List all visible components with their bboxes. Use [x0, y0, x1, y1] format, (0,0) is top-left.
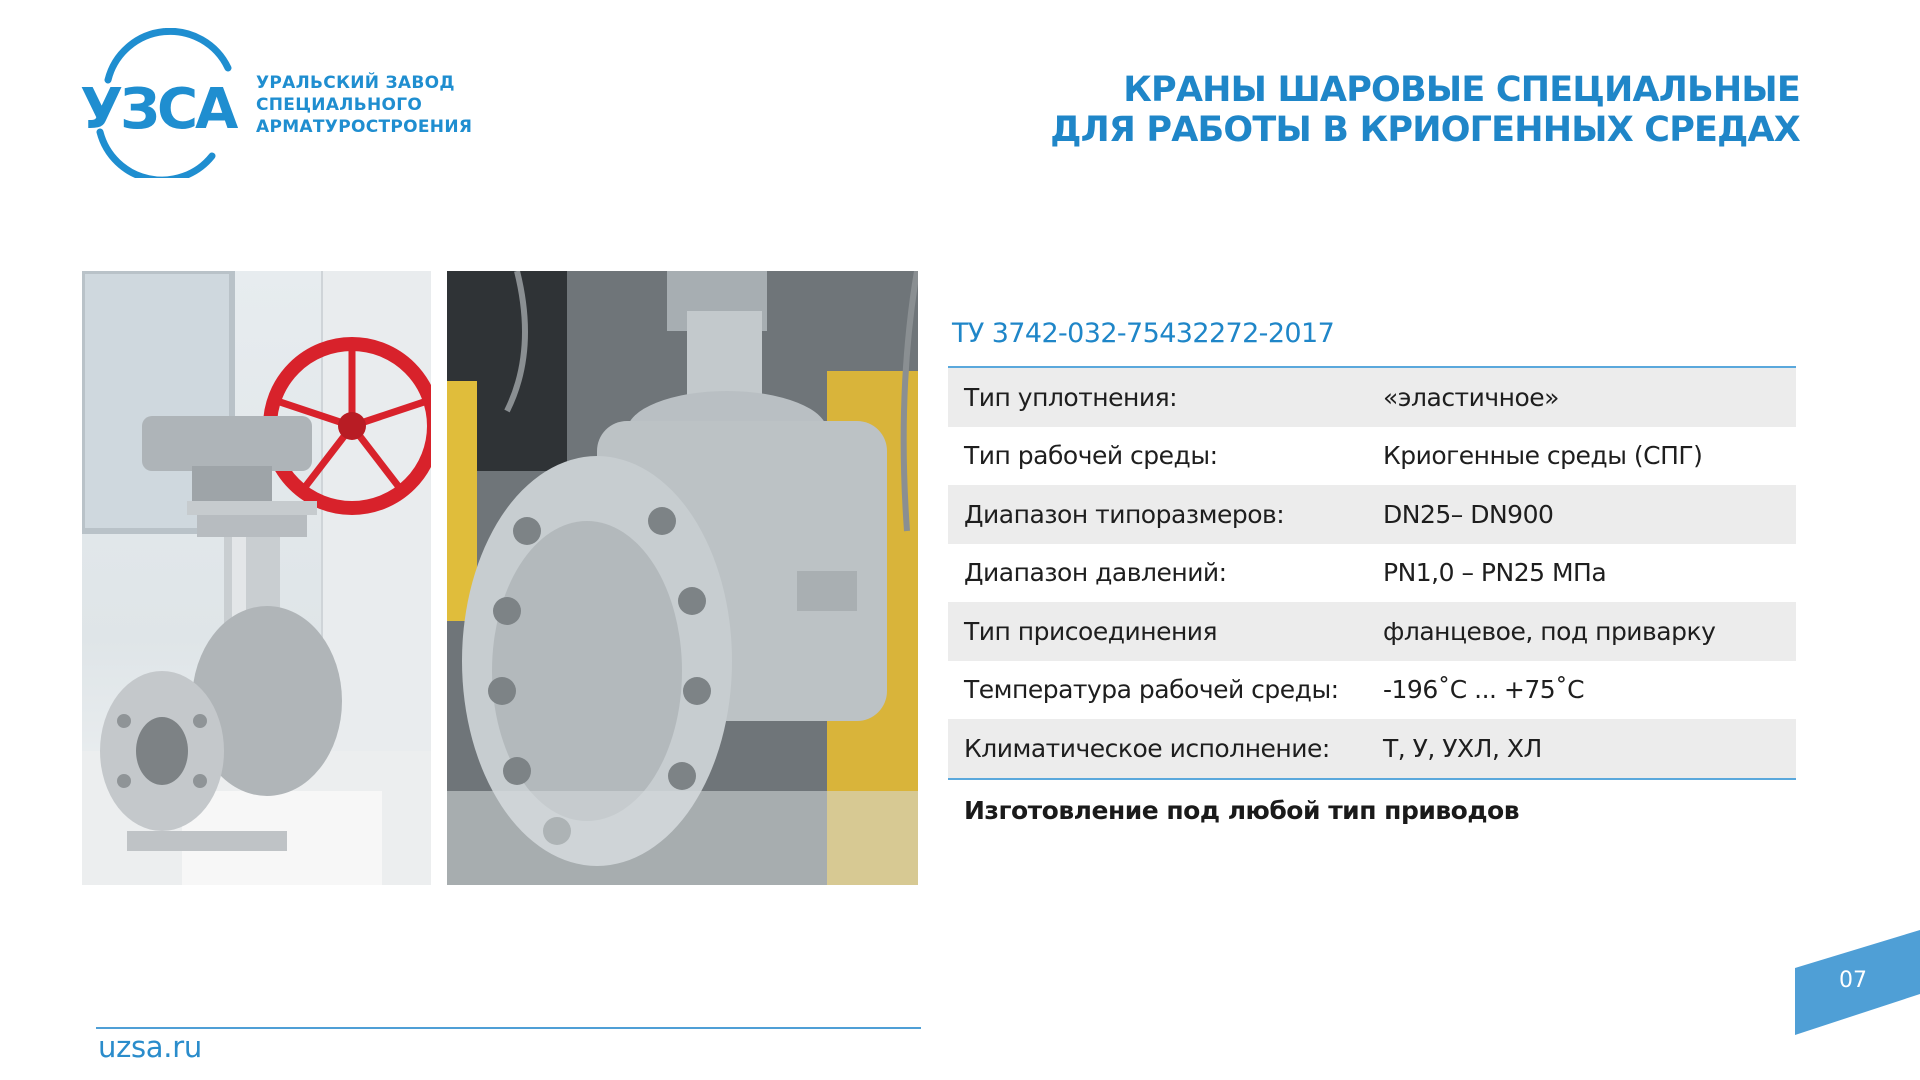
table-row: [948, 427, 1796, 486]
spec-label: Диапазон типоразмеров:: [964, 499, 1285, 529]
specification-table: [948, 312, 1796, 825]
logo-line-1: УРАЛЬСКИЙ ЗАВОД: [256, 73, 455, 93]
svg-text:УЗСА: УЗСА: [80, 77, 236, 142]
table-row: [948, 544, 1796, 603]
page-title-line-2: ДЛЯ РАБОТЫ В КРИОГЕННЫХ СРЕДАХ: [1050, 110, 1800, 150]
valve-handwheel-photo: [82, 271, 431, 885]
table-row: [948, 368, 1796, 427]
footer-divider: [96, 1027, 921, 1029]
logo-line-2: СПЕЦИАЛЬНОГО: [256, 95, 423, 115]
frosted-cryogenic-valve-photo: [447, 271, 918, 885]
spec-value: DN25– DN900: [1383, 499, 1554, 529]
table-row: [948, 485, 1796, 544]
spec-label: Климатическое исполнение:: [964, 733, 1330, 763]
logo-text: [256, 72, 516, 138]
spec-value: «эластичное»: [1383, 382, 1559, 412]
spec-label: Тип рабочей среды:: [964, 441, 1218, 471]
table-bottom-divider: [948, 778, 1796, 780]
logo-mark-icon: [80, 28, 240, 178]
spec-value: PN1,0 – PN25 МПа: [1383, 558, 1607, 588]
website-link[interactable]: uzsa.ru: [98, 1030, 202, 1064]
table-row: [948, 719, 1796, 778]
spec-value: Т, У, УХЛ, ХЛ: [1383, 733, 1542, 763]
spec-value: -196˚С ... +75˚С: [1383, 675, 1585, 705]
spec-label: Диапазон давлений:: [964, 558, 1227, 588]
spec-value: Криогенные среды (СПГ): [1383, 441, 1703, 471]
spec-label: Тип уплотнения:: [964, 382, 1178, 412]
company-logo: [80, 28, 500, 178]
spec-standard-code: ТУ 3742-032-75432272-2017: [952, 318, 1335, 349]
spec-label: Температура рабочей среды:: [964, 675, 1339, 705]
page-number: 07: [1839, 968, 1867, 993]
page-title-line-1: КРАНЫ ШАРОВЫЕ СПЕЦИАЛЬНЫЕ: [1123, 70, 1800, 110]
spec-label: Тип присоединения: [964, 616, 1218, 646]
table-row: [948, 661, 1796, 720]
table-row: [948, 602, 1796, 661]
spec-note: Изготовление под любой тип приводов: [964, 795, 1520, 825]
page-title: [1050, 70, 1800, 150]
spec-value: фланцевое, под приварку: [1383, 616, 1716, 646]
logo-line-3: АРМАТУРОСТРОЕНИЯ: [256, 117, 473, 137]
